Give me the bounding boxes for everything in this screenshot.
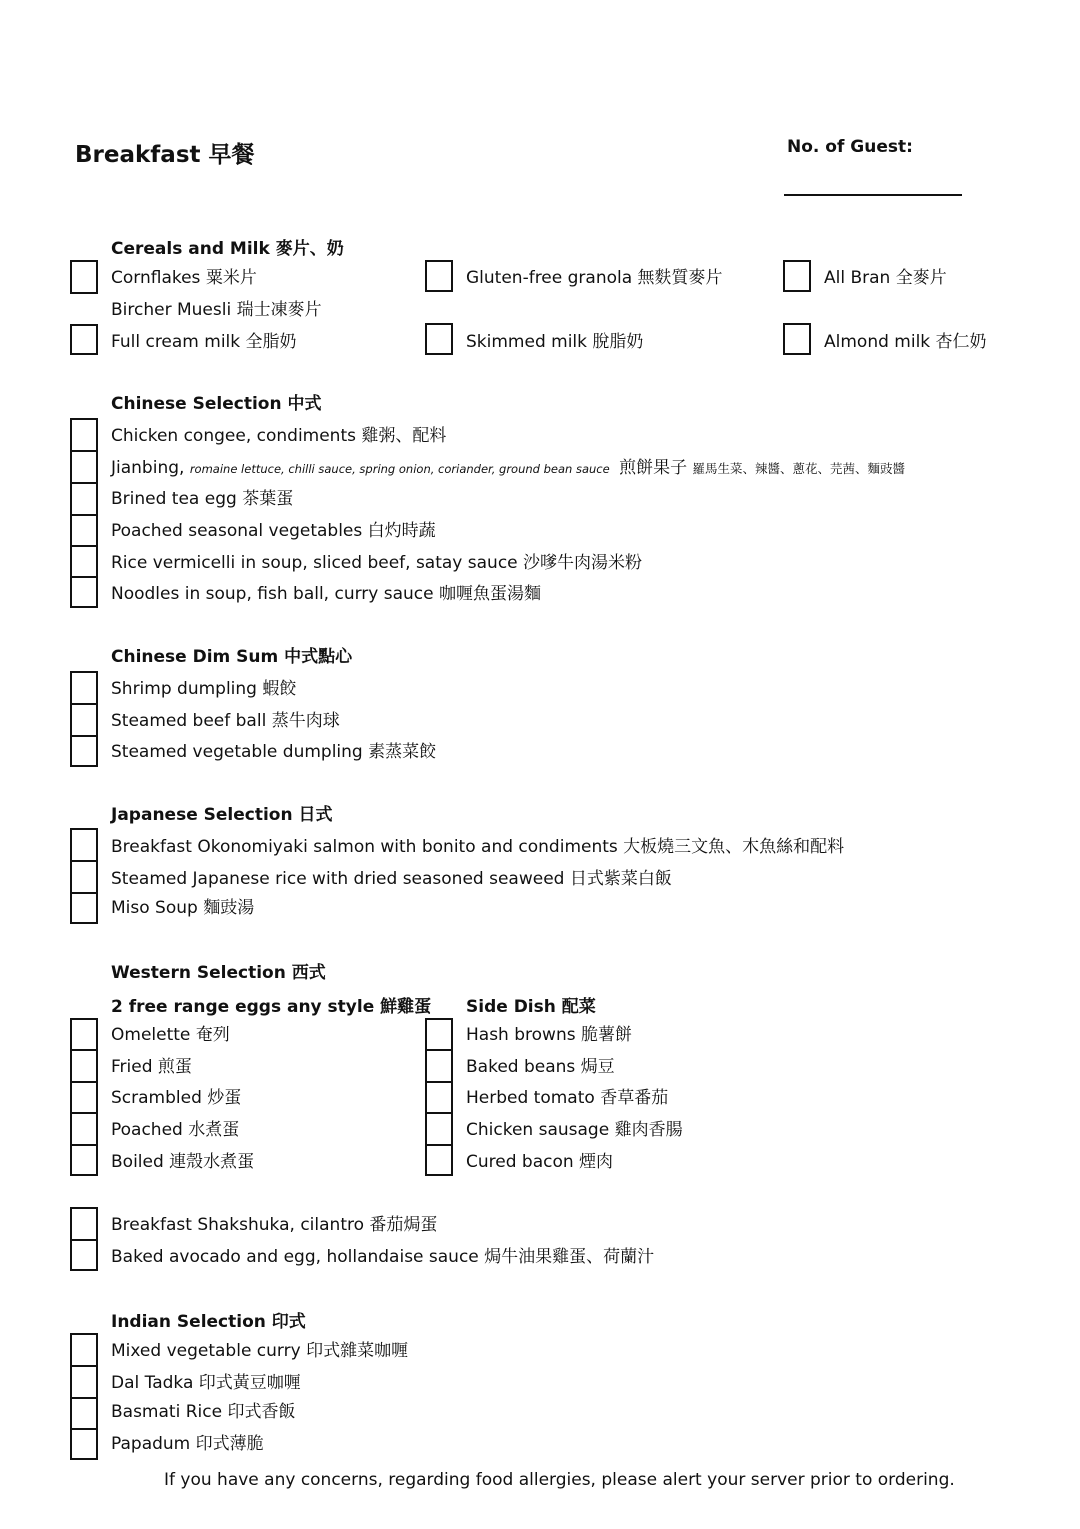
egg-style-item: Poached 水煮蛋	[111, 1120, 240, 1140]
menu-item-beef-ball: Steamed beef ball 蒸牛肉球	[111, 711, 340, 731]
cereals-heading: Cereals and Milk 麥片、奶	[111, 239, 344, 259]
page-title: Breakfast 早餐	[75, 142, 255, 168]
jianbing-chinese-name: 煎餅果子	[619, 458, 688, 478]
western-heading: Western Selection 西式	[111, 963, 326, 983]
jianbing-name: Jianbing,	[111, 458, 185, 478]
menu-item-okonomiyaki: Breakfast Okonomiyaki salmon with bonito and condiments 大板燒三文魚、木魚絲和配料	[111, 837, 845, 857]
menu-item-chicken-congee: Chicken congee, condiments 雞粥、配料	[111, 426, 447, 446]
checkbox-divider	[70, 1049, 98, 1051]
menu-item-miso-soup: Miso Soup 麵豉湯	[111, 898, 255, 918]
checkbox-divider	[70, 860, 98, 862]
jianbing-description: romaine lettuce, chilli sauce, spring onion, coriander, ground bean sauce	[189, 462, 610, 476]
guest-count-label: No. of Guest:	[787, 137, 913, 157]
allergy-notice: If you have any concerns, regarding food allergies, please alert your server prior to ordering.	[164, 1470, 955, 1490]
menu-item-basmati-rice: Basmati Rice 印式香飯	[111, 1402, 296, 1422]
sides-checkbox-column[interactable]	[425, 1018, 453, 1176]
menu-item-seasonal-vegetables: Poached seasonal vegetables 白灼時蔬	[111, 521, 436, 541]
indian-heading: Indian Selection 印式	[111, 1312, 306, 1332]
checkbox-all-bran[interactable]	[783, 260, 811, 292]
checkbox-divider	[70, 1428, 98, 1430]
checkbox-divider	[425, 1081, 453, 1083]
checkbox-divider	[70, 703, 98, 705]
japanese-checkbox-column[interactable]	[70, 828, 98, 924]
side-dish-item: Hash browns 脆薯餅	[466, 1025, 632, 1045]
egg-style-item: Fried 煎蛋	[111, 1057, 192, 1077]
side-dish-item: Baked beans 焗豆	[466, 1057, 615, 1077]
menu-item-tea-egg: Brined tea egg 茶葉蛋	[111, 489, 294, 509]
menu-item-vegetable-dumpling: Steamed vegetable dumpling 素蒸菜餃	[111, 742, 437, 762]
checkbox-divider	[425, 1049, 453, 1051]
menu-item-full-cream-milk: Full cream milk 全脂奶	[111, 332, 297, 352]
checkbox-divider	[70, 514, 98, 516]
side-dish-item: Chicken sausage 雞肉香腸	[466, 1120, 683, 1140]
checkbox-divider	[70, 482, 98, 484]
eggs-checkbox-column[interactable]	[70, 1018, 98, 1176]
japanese-heading: Japanese Selection 日式	[111, 805, 333, 825]
menu-item-jianbing	[111, 457, 905, 480]
checkbox-divider	[70, 450, 98, 452]
menu-item-shakshuka: Breakfast Shakshuka, cilantro 番茄焗蛋	[111, 1215, 438, 1235]
menu-item-japanese-rice: Steamed Japanese rice with dried seasoned seaweed 日式紫菜白飯	[111, 869, 672, 889]
checkbox-divider	[70, 324, 98, 326]
menu-item-cornflakes: Cornflakes 粟米片	[111, 268, 257, 288]
checkbox-divider	[70, 545, 98, 547]
egg-style-item: Scrambled 炒蛋	[111, 1088, 242, 1108]
checkbox-almond-milk[interactable]	[783, 323, 811, 355]
checkbox-skimmed-milk[interactable]	[425, 323, 453, 355]
dimsum-heading: Chinese Dim Sum 中式點心	[111, 647, 353, 667]
menu-item-papadum: Papadum 印式薄脆	[111, 1434, 264, 1454]
eggs-heading: 2 free range eggs any style 鮮雞蛋	[111, 997, 432, 1017]
checkbox-divider	[70, 892, 98, 894]
chinese-checkbox-column[interactable]	[70, 418, 98, 608]
checkbox-divider	[425, 1144, 453, 1146]
checkbox-divider	[70, 1112, 98, 1114]
checkbox-divider	[70, 576, 98, 578]
side-dish-item: Herbed tomato 香草番茄	[466, 1088, 669, 1108]
dimsum-checkbox-column[interactable]	[70, 671, 98, 767]
checkbox-divider	[70, 1081, 98, 1083]
checkbox-divider	[70, 735, 98, 737]
side-dish-heading: Side Dish 配菜	[466, 997, 596, 1017]
menu-item-shrimp-dumpling: Shrimp dumpling 蝦餃	[111, 679, 297, 699]
jianbing-chinese-description: 羅馬生菜、辣醬、蔥花、芫茜、麵豉醬	[692, 461, 906, 476]
guest-count-field[interactable]	[784, 194, 962, 196]
checkbox-divider	[70, 1397, 98, 1399]
checkbox-divider	[70, 292, 98, 324]
menu-item-gluten-free-granola: Gluten-free granola 無麩質麥片	[466, 268, 723, 288]
menu-item-almond-milk: Almond milk 杏仁奶	[824, 332, 987, 352]
menu-item-dal-tadka: Dal Tadka 印式黃豆咖喱	[111, 1373, 301, 1393]
chinese-heading: Chinese Selection 中式	[111, 394, 322, 414]
side-dish-item: Cured bacon 煙肉	[466, 1152, 614, 1172]
egg-style-item: Boiled 連殼水煮蛋	[111, 1152, 255, 1172]
menu-item-all-bran: All Bran 全麥片	[824, 268, 947, 288]
checkbox-divider	[70, 1144, 98, 1146]
menu-item-baked-avocado: Baked avocado and egg, hollandaise sauce 焗牛油果雞蛋、荷蘭汁	[111, 1247, 655, 1267]
checkbox-divider	[70, 1365, 98, 1367]
menu-item-rice-vermicelli: Rice vermicelli in soup, sliced beef, satay sauce 沙嗲牛肉湯米粉	[111, 553, 643, 573]
menu-item-bircher-muesli: Bircher Muesli 瑞士凍麥片	[111, 300, 322, 320]
egg-style-item: Omelette 奄列	[111, 1025, 230, 1045]
menu-item-vegetable-curry: Mixed vegetable curry 印式雜菜咖喱	[111, 1341, 409, 1361]
checkbox-divider	[70, 1239, 98, 1241]
checkbox-gluten-free-granola[interactable]	[425, 260, 453, 292]
checkbox-divider	[425, 1112, 453, 1114]
menu-item-skimmed-milk: Skimmed milk 脫脂奶	[466, 332, 644, 352]
menu-item-noodles: Noodles in soup, fish ball, curry sauce 咖喱魚蛋湯麵	[111, 584, 542, 604]
